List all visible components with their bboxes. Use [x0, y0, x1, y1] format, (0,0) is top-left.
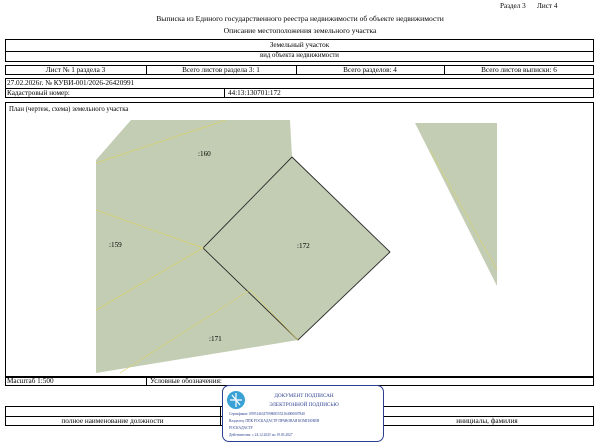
stamp-org: РОСКАДАСТР: [229, 426, 253, 430]
parcel-label-171: :171: [209, 335, 222, 343]
scale-label: Масштаб 1:500: [7, 377, 54, 385]
document-subtitle: Описание местоположения земельного участка: [223, 26, 377, 35]
document-title: Выписка из Единого государственного реестра недвижимости об объекте недвижимости: [156, 14, 444, 23]
parcel-label-172: :172: [297, 242, 310, 250]
section-sheets-total: Всего листов раздела 3: 1: [182, 65, 260, 74]
sheet-ref: Лист 4: [537, 2, 558, 10]
legend-label: Условные обозначения:: [150, 377, 222, 385]
object-name: Земельный участок: [269, 41, 330, 49]
document-date-number: 27.02.2026г. № КУВИ-001/2026-26420991: [7, 79, 135, 87]
parcel-label-159: :159: [109, 241, 122, 249]
extract-sheets-total: Всего листов выписки: 6: [481, 65, 557, 74]
cadastral-number: 44:13:130701:172: [228, 89, 281, 97]
position-caption: полное наименование должности: [61, 417, 164, 425]
stamp-owner: Владелец: ППК РОСКАДАСТР ПРАВОВАЯ КОМПАНИЯ: [229, 419, 319, 423]
section-ref: Раздел 3: [500, 2, 526, 10]
stamp-validity: Действителен: с 24.12.2025 по 19.03.2027: [229, 433, 293, 437]
object-kind: вид объекта недвижимости: [260, 52, 339, 59]
sections-total: Всего разделов: 4: [343, 65, 397, 74]
plan-title: План (чертеж, схема) земельного участка: [9, 106, 129, 113]
sheet-number: Лист № 1 раздела 3: [45, 65, 106, 74]
stamp-certificate: Сертификат: 0995146347098685552164000007840: [229, 412, 305, 416]
cadastral-label: Кадастровый номер:: [7, 89, 70, 97]
parcel-label-160: :160: [198, 150, 211, 158]
parcel-right-fill: [415, 123, 497, 286]
name-caption: инициалы, фамилия: [456, 417, 518, 425]
e-signature-stamp: [222, 385, 384, 442]
stamp-line-1: ДОКУМЕНТ ПОДПИСАН: [274, 393, 334, 399]
stamp-line-2: ЭЛЕКТРОННОЙ ПОДПИСЬЮ: [269, 402, 339, 408]
